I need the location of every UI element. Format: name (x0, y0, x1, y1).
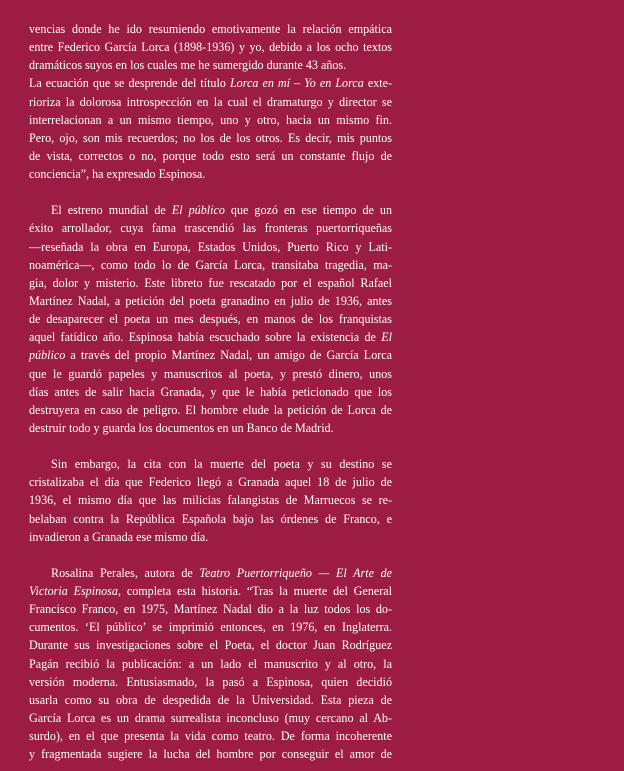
text-run: días antes de salir hacia Granada, y que le había peticionado que los (29, 384, 392, 399)
text-run: de vista, correctos o no, porque todo esto será un constante flujo de (29, 148, 392, 163)
text-run: El estreno mundial de (51, 203, 172, 218)
text-line (29, 165, 392, 183)
text-run: entre Federico García Lorca (1898-1936) y yo, debido a los ocho textos (29, 40, 392, 55)
text-run: Durante sus investigaciones sobre el Poeta, el doctor Juan Rodríguez (29, 638, 392, 653)
text-run: invadieron a Granada ese mismo día. (29, 529, 209, 544)
text-run: noamérica—, como todo lo de García Lorca, transitaba tragedia, ma- (29, 257, 392, 272)
text-line (29, 147, 392, 165)
text-run: surdo), en el que presenta la vida como teatro. De forma incoherente (29, 729, 392, 744)
text-line (29, 455, 392, 473)
text-line (29, 20, 392, 38)
text-line (29, 129, 392, 147)
text-line (29, 600, 392, 618)
text-line (29, 256, 392, 274)
text-line (29, 655, 392, 673)
text-line (29, 310, 392, 328)
page-text (29, 20, 392, 763)
paragraph (29, 455, 392, 546)
text-run: Martínez Nadal, a petición del poeta granadino en julio de 1936, antes (29, 293, 392, 308)
text-run: Victoria Espinosa (29, 583, 118, 598)
text-line (29, 292, 392, 310)
paragraph (29, 20, 392, 183)
text-run: versión moderna. Entusiasmado, la pasó a Espinosa, quien decidió (29, 674, 392, 689)
text-line (29, 709, 392, 727)
text-run: destruir todo y guarda los documentos en un Banco de Madrid. (29, 420, 334, 435)
text-run: La ecuación que se desprende del título (29, 76, 230, 91)
text-line (29, 111, 392, 129)
text-line (29, 528, 392, 546)
text-line (29, 56, 392, 74)
text-line (29, 383, 392, 401)
text-line (29, 691, 392, 709)
text-run: Lorca en mí – Yo en Lorca (229, 76, 364, 91)
text-line (29, 745, 392, 763)
text-run: El (381, 330, 392, 345)
text-run: a través del propio Martínez Nadal, un amigo de García Lorca (65, 348, 392, 363)
text-run: usarla como su obra de despedida de la Universidad. Esta pieza de (29, 692, 392, 707)
text-run: , completa esta historia. “Tras la muerte del General (117, 583, 393, 598)
text-run: cristalizaba el día que Federico llegó a Granada aquel 18 de julio de (29, 475, 392, 490)
text-line (29, 618, 392, 636)
text-line (29, 238, 392, 256)
text-run: dramáticos suyos en los cuales me he sumergido durante 43 años. (29, 58, 347, 73)
text-run: público (29, 348, 66, 363)
text-run: cumentos. ‘El público’ se imprimió entonces, en 1976, en Inglaterra. (29, 620, 392, 635)
text-line (29, 727, 392, 745)
text-line (29, 328, 392, 346)
text-run: Sin embargo, la cita con la muerte del poeta y su destino se (51, 457, 392, 472)
text-run: gia, dolor y misterio. Este libreto fue rescatado por el español Rafael (29, 275, 392, 290)
text-line (29, 401, 392, 419)
text-run: que le guardó papeles y manuscritos al poeta, y prestó dinero, unos (29, 366, 392, 381)
text-line (29, 93, 392, 111)
paragraph (29, 201, 392, 437)
text-line (29, 491, 392, 509)
text-line (29, 636, 392, 654)
text-line (29, 346, 392, 364)
text-run: que gozó en ese tiempo de un (224, 203, 392, 218)
paragraph (29, 564, 392, 764)
text-run: 1936, el mismo día que las milicias falangistas de Marruecos se re- (29, 493, 392, 508)
text-line (29, 38, 392, 56)
text-line (29, 219, 392, 237)
text-run: conciencia”, ha expresado Espinosa. (29, 167, 206, 182)
text-run: Rosalina Perales, autora de (51, 565, 200, 580)
text-line (29, 673, 392, 691)
text-run: éxito arrollador, cuya fama trascendió las fronteras puertorriqueñas (29, 221, 392, 236)
text-run: Francisco Franco, en 1975, Martínez Nadal dio a la luz todos los do- (29, 602, 392, 617)
text-line (29, 564, 392, 582)
text-line (29, 473, 392, 491)
text-run: aquel fatídico año. Espinosa había escuchado sobre la existencia de (29, 330, 382, 345)
text-run: Teatro Puertorriqueño — El Arte de (199, 565, 392, 580)
text-run: y fragmentada sugiere la lucha del hombre por conseguir el amor de (29, 747, 392, 762)
text-run: Pagán recibió la publicación: a un lado el manuscrito y al otro, la (29, 656, 392, 671)
text-line (29, 201, 392, 219)
text-line (29, 510, 392, 528)
text-line (29, 582, 392, 600)
text-line (29, 74, 392, 92)
text-run: García Lorca es un drama surrealista inconcluso (muy cercano al Ab- (29, 710, 392, 725)
text-run: —reseñada la obra en Europa, Estados Unidos, Puerto Rico y Lati- (29, 239, 392, 254)
text-run: de desaparecer el poeta un mes después, en manos de los franquistas (29, 312, 392, 327)
text-run: vencias donde he ido resumiendo emotivamente la relación empática (29, 22, 392, 36)
text-run: Pero, ojo, son mis recuerdos; no los de los otros. Es decir, mis puntos (29, 130, 392, 145)
text-run: exte- (363, 76, 393, 91)
text-line (29, 419, 392, 437)
text-line (29, 274, 392, 292)
text-run: interrelacionan a un mismo tiempo, uno y otro, hacia un mismo fin. (29, 112, 392, 127)
text-run: rioriza la dolorosa introspección en la cual el dramaturgo y director se (29, 94, 392, 109)
text-line (29, 365, 392, 383)
text-run: belaban contra la República Española bajo las órdenes de Franco, e (29, 511, 392, 526)
text-run: El público (171, 203, 225, 218)
text-run: destruyera en caso de peligro. El hombre elude la petición de Lorca de (29, 402, 392, 417)
